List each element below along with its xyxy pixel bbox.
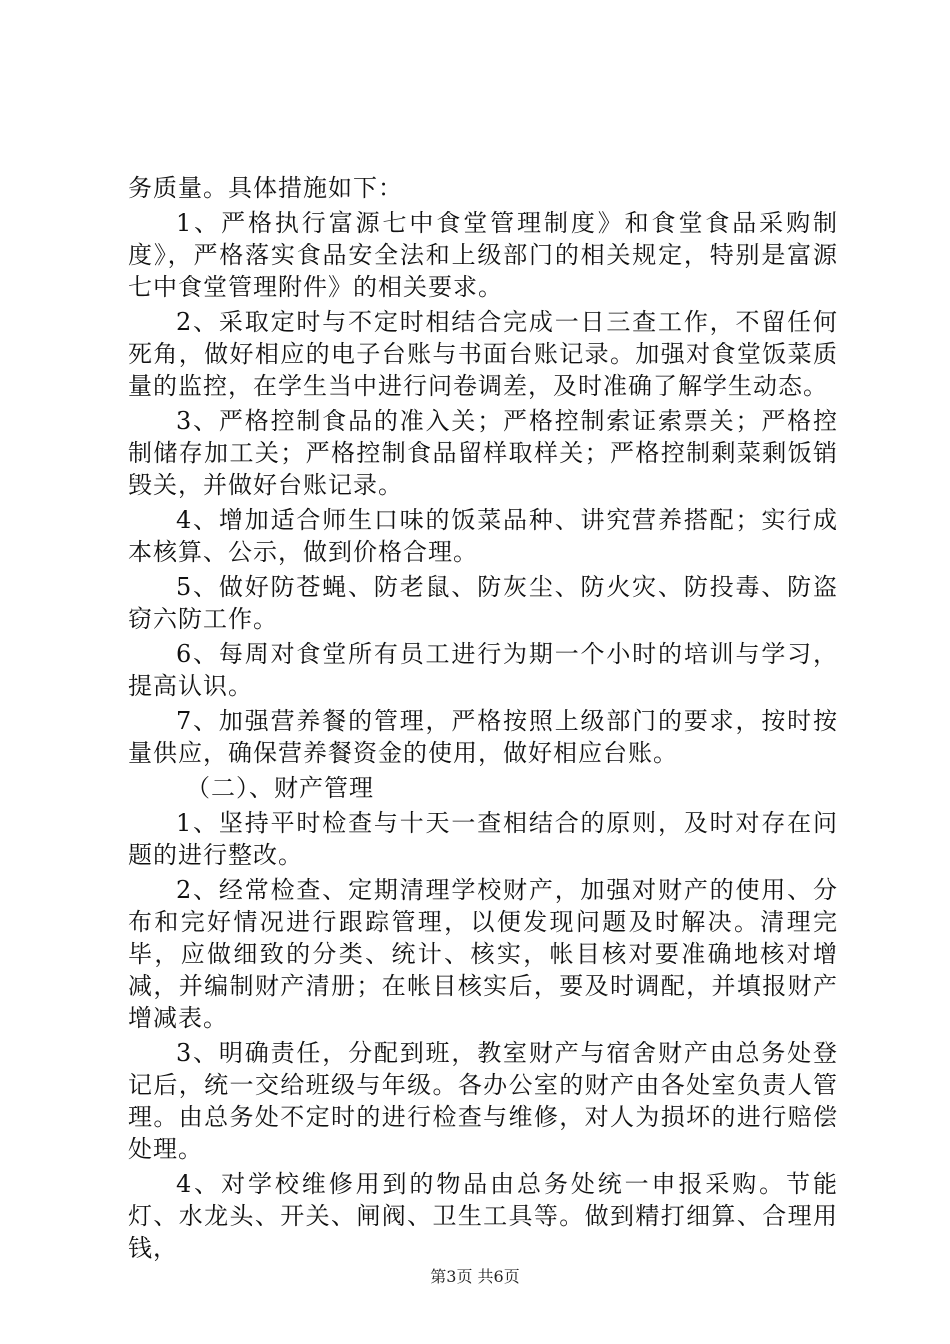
paragraph-item-1: 1、严格执行富源七中食堂管理制度》和食堂食品采购制度》，严格落实食品安全法和上级部门的相关规定，特别是富源七中食堂管理附件》的相关要求。	[128, 209, 838, 301]
paragraph-item-3: 3、严格控制食品的准入关；严格控制索证索票关；严格控制储存加工关；严格控制食品留样取样关；严格控制剩菜剩饭销毁关，并做好台账记录。	[128, 407, 838, 499]
paragraph-item-6: 6、每周对食堂所有员工进行为期一个小时的培训与学习，提高认识。	[128, 640, 838, 700]
paragraph-property-4: 4、对学校维修用到的物品由总务处统一申报采购。节能灯、水龙头、开关、闸阀、卫生工具等。做到精打细算、合理用钱，	[128, 1170, 838, 1262]
paragraph-item-7: 7、加强营养餐的管理，严格按照上级部门的要求，按时按量供应，确保营养餐资金的使用，做好相应台账。	[128, 707, 838, 767]
section-heading-property: （二）、财产管理	[186, 774, 374, 802]
document-body	[128, 172, 838, 1267]
paragraph-property-2: 2、经常检查、定期清理学校财产，加强对财产的使用、分布和完好情况进行跟踪管理，以便发现问题及时解决。清理完毕，应做细致的分类、统计、核实，帐目核对要准确地核对增减，并编制财产清册；在帐目核实后，要及时调配，并填报财产增减表。	[128, 876, 838, 1032]
paragraph-property-1: 1、坚持平时检查与十天一查相结合的原则，及时对存在问题的进行整改。	[128, 809, 838, 869]
page-number-footer: 第3页 共6页	[430, 1267, 520, 1286]
paragraph-intro: 务质量。具体措施如下：	[128, 174, 403, 202]
paragraph-item-4: 4、增加适合师生口味的饭菜品种、讲究营养搭配；实行成本核算、公示，做到价格合理。	[128, 506, 838, 566]
paragraph-property-3: 3、明确责任，分配到班，教室财产与宿舍财产由总务处登记后，统一交给班级与年级。各办公室的财产由各处室负责人管理。由总务处不定时的进行检查与维修，对人为损坏的进行赔偿处理。	[128, 1039, 838, 1163]
paragraph-item-5: 5、做好防苍蝇、防老鼠、防灰尘、防火灾、防投毒、防盗窃六防工作。	[128, 573, 838, 633]
paragraph-item-2: 2、采取定时与不定时相结合完成一日三查工作，不留任何死角，做好相应的电子台账与书面台账记录。加强对食堂饭菜质量的监控，在学生当中进行问卷调差，及时准确了解学生动态。	[128, 308, 838, 400]
